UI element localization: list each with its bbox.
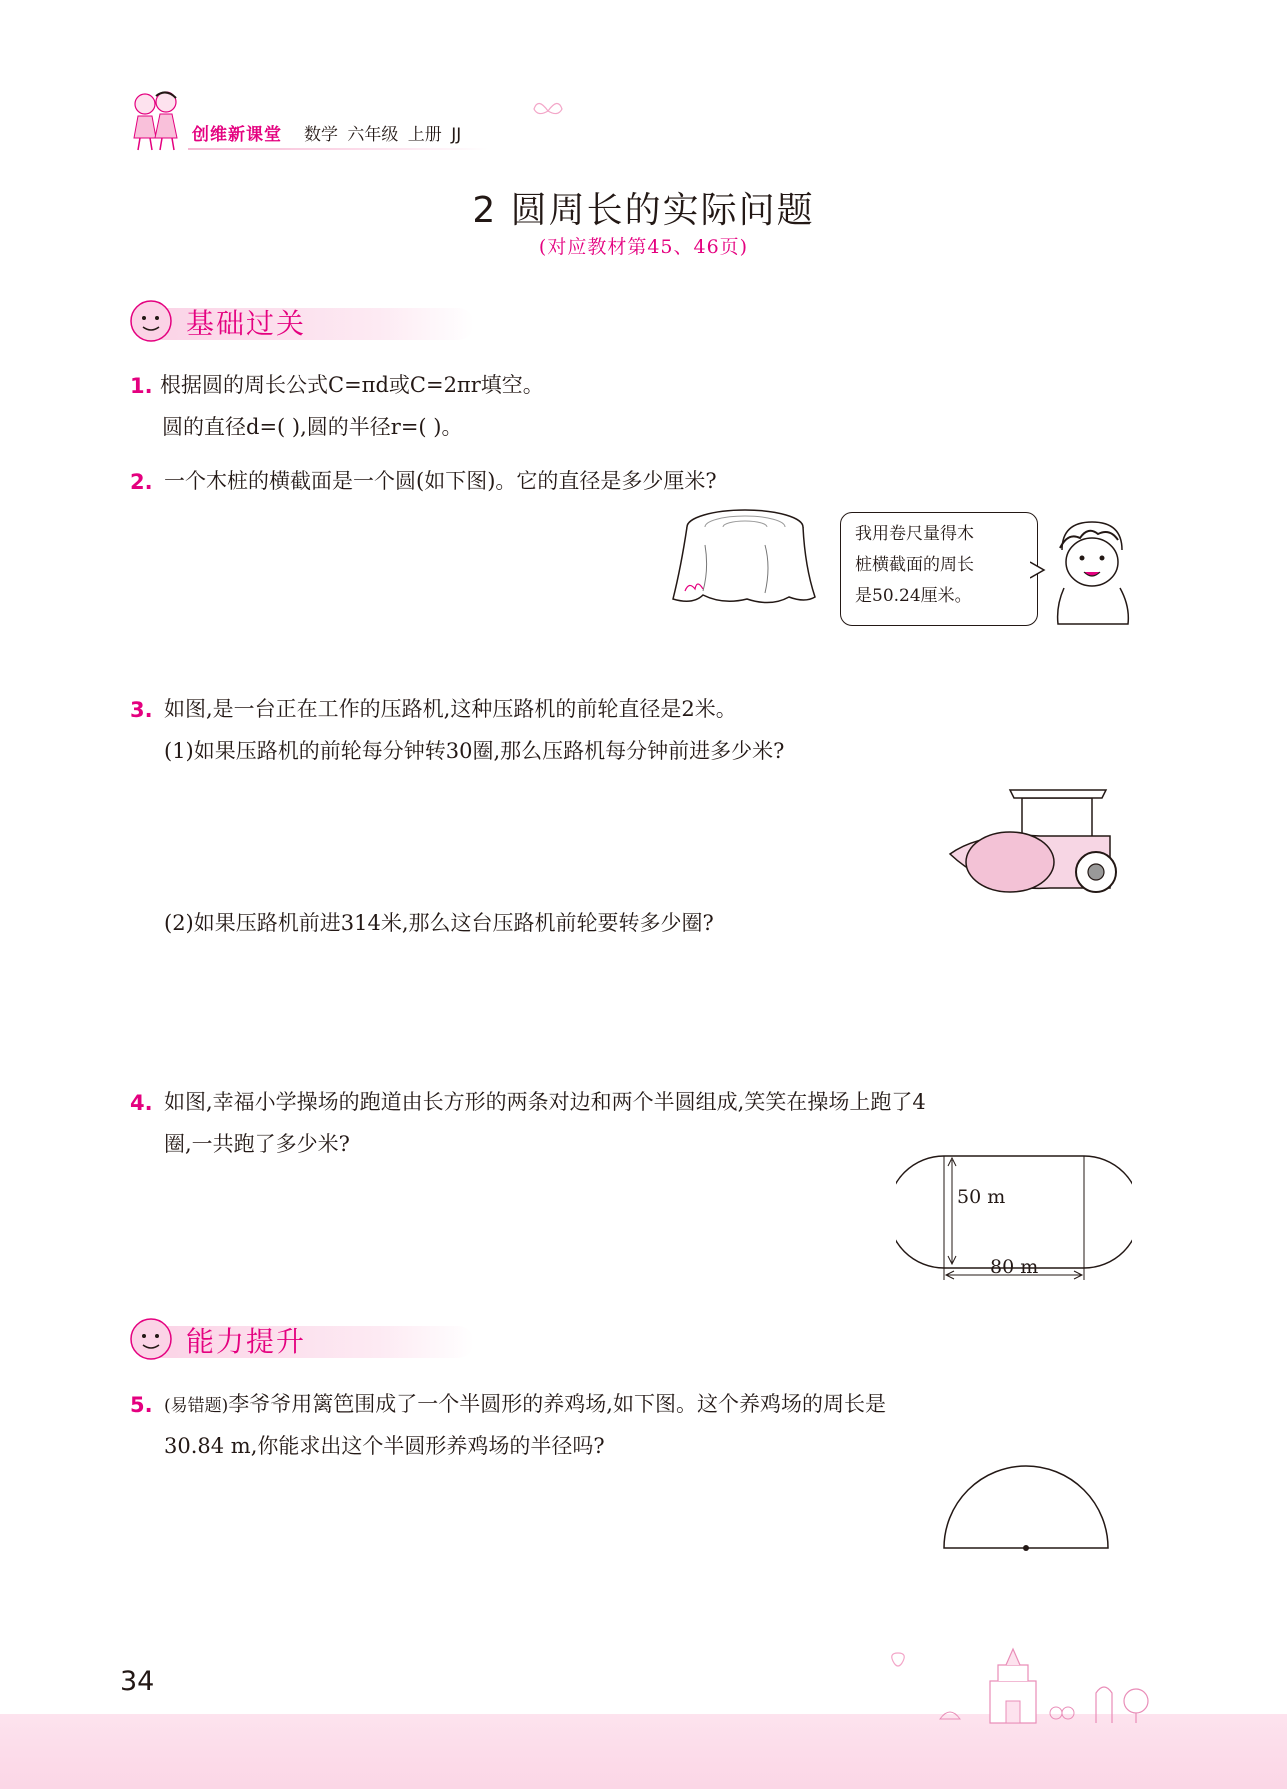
tree-stump-icon <box>665 505 830 615</box>
speech-line-2: 桩横截面的周长 <box>855 555 974 575</box>
brand-name: 创维新课堂 <box>192 125 282 145</box>
track-width-label: 50 m <box>957 1186 1006 1208</box>
question-5-tag: (易错题) <box>164 1396 229 1416</box>
page-header <box>128 88 488 158</box>
section-basic-title: 基础过关 <box>186 307 307 340</box>
header-divider <box>188 148 488 150</box>
question-3-text: 如图,是一台正在工作的压路机,这种压路机的前轮直径是2米。 <box>164 697 737 721</box>
lesson-subtitle: (对应教材第45、46页) <box>538 236 749 258</box>
question-3-part-1: (1)如果压路机的前轮每分钟转30圈,那么压路机每分钟前进多少米? <box>164 739 785 763</box>
speech-bubble <box>840 512 1038 626</box>
question-1-blanks: 圆的直径d=( ),圆的半径r=( )。 <box>162 415 463 439</box>
mascot-icon <box>128 298 174 344</box>
castle-decoration-icon <box>880 1645 1180 1725</box>
semicircle-diagram <box>940 1462 1112 1552</box>
question-number-5: 5. <box>130 1393 153 1417</box>
kids-mascot-icon <box>128 88 184 154</box>
road-roller-icon <box>944 782 1134 912</box>
question-4-line-1: 如图,幸福小学操场的跑道由长方形的两条对边和两个半圆组成,笑笑在操场上跑了4 <box>164 1090 926 1114</box>
footer-band <box>0 1714 1287 1789</box>
page-number: 34 <box>120 1666 155 1697</box>
butterfly-icon <box>528 96 568 126</box>
question-3-part-2: (2)如果压路机前进314米,那么这台压路机前轮要转多少圈? <box>164 911 714 935</box>
track-length-label: 80 m <box>990 1256 1039 1278</box>
course-info: 数学 六年级 上册 JJ <box>304 125 462 145</box>
question-5-line-2: 30.84 m,你能求出这个半圆形养鸡场的半径吗? <box>164 1434 605 1458</box>
mascot-icon <box>128 1316 174 1362</box>
section-advanced <box>128 1316 488 1362</box>
question-number-3: 3. <box>130 698 153 722</box>
question-number-4: 4. <box>130 1091 153 1115</box>
question-5-text: 李爷爷用篱笆围成了一个半圆形的养鸡场,如下图。这个养鸡场的周长是 <box>228 1392 886 1416</box>
question-number-1: 1. <box>130 374 153 398</box>
speech-bubble-tail <box>1030 560 1046 584</box>
question-2-text: 一个木桩的横截面是一个圆(如下图)。它的直径是多少厘米? <box>164 469 717 493</box>
question-1-text: 根据圆的周长公式C=πd或C=2πr填空。 <box>160 373 544 397</box>
question-4-line-2: 圈,一共跑了多少米? <box>164 1132 350 1156</box>
question-5-line-1 <box>164 1383 886 1427</box>
section-basic <box>128 298 488 344</box>
boy-icon <box>1052 520 1130 626</box>
section-advanced-title: 能力提升 <box>186 1325 307 1358</box>
speech-line-1: 我用卷尺量得木 <box>855 524 974 544</box>
question-number-2: 2. <box>130 470 153 494</box>
lesson-title: 2 圆周长的实际问题 <box>472 190 815 231</box>
speech-line-3: 是50.24厘米。 <box>855 586 972 606</box>
